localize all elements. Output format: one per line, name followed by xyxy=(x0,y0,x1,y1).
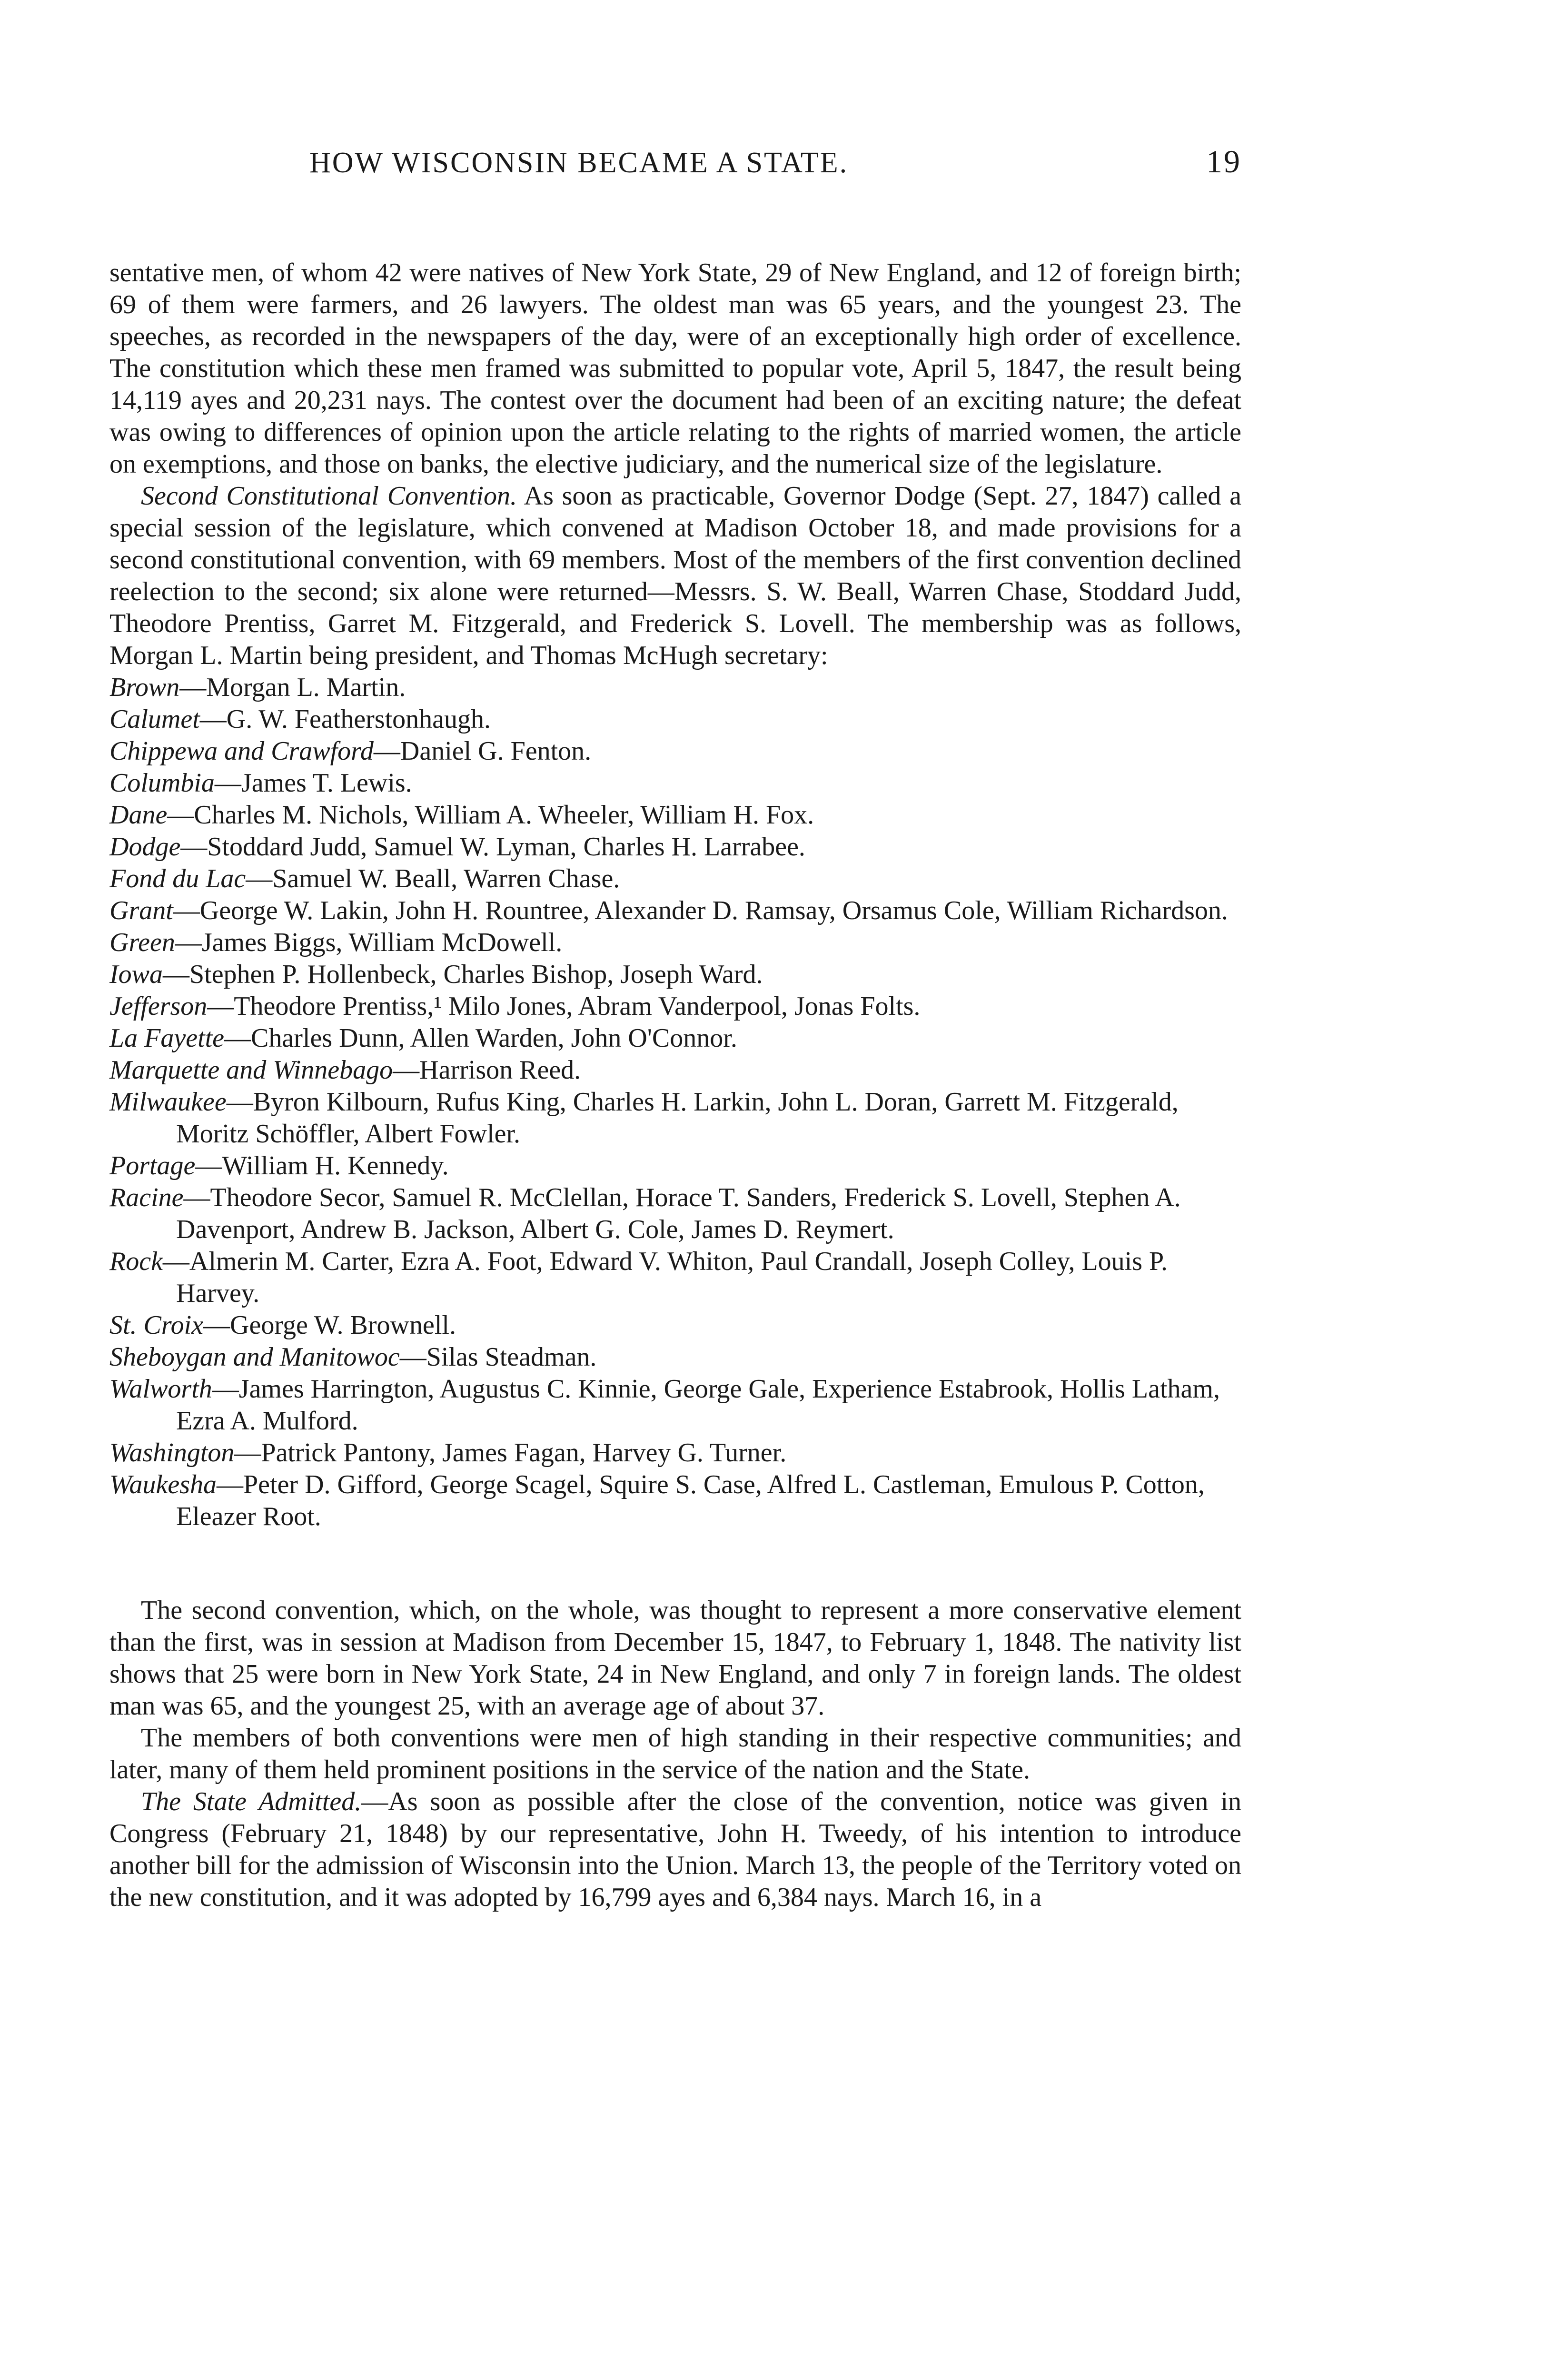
page-number: 19 xyxy=(1206,143,1241,179)
member-names: —Theodore Prentiss,¹ Milo Jones, Abram Vanderpool, Jonas Folts. xyxy=(207,992,921,1021)
paragraph-first-convention: sentative men, of whom 42 were natives of New York State, 29 of New England, and 12 of foreign birth; 69 of them were farmers, and 26 lawyers. The oldest man was 65 years, and the youngest 23. The speeches, as recorded in the newspapers of the day, were of an exceptionally high order of excellence. The constitution which these men framed was submitted to popular vote, April 5, 1847, the result being 14,119 ayes and 20,231 nays. The contest over the document had been of an exciting nature; the defeat was owing to differences of opinion upon the article relating to the rights of married women, the article on exemptions, and those on banks, the elective judiciary, and the numerical size of the legislature. xyxy=(109,258,1241,479)
list-item xyxy=(109,1246,1241,1309)
member-names: —William H. Kennedy. xyxy=(195,1151,449,1180)
list-item xyxy=(109,1437,1241,1469)
county-name: Calumet xyxy=(109,704,200,734)
list-item xyxy=(109,863,1241,895)
list-item xyxy=(109,704,1241,735)
county-name: Washington xyxy=(109,1438,235,1468)
paragraph-state-admitted xyxy=(109,1786,1241,1914)
county-name: Sheboygan and Manitowoc xyxy=(109,1342,400,1372)
list-item xyxy=(109,895,1241,927)
list-item xyxy=(109,1341,1241,1373)
county-name: Walworth xyxy=(109,1374,212,1404)
list-item xyxy=(109,672,1241,704)
member-names: —Stephen P. Hollenbeck, Charles Bishop, Joseph Ward. xyxy=(163,960,763,989)
list-item xyxy=(109,1086,1241,1150)
list-item xyxy=(109,959,1241,991)
list-item xyxy=(109,799,1241,831)
page-header xyxy=(109,143,1241,200)
county-name: Racine xyxy=(109,1183,184,1212)
member-names: —Morgan L. Martin. xyxy=(179,673,406,702)
list-item xyxy=(109,1150,1241,1182)
list-item xyxy=(109,1182,1241,1246)
county-name: Iowa xyxy=(109,960,163,989)
member-names: —Charles M. Nichols, William A. Wheeler, William H. Fox. xyxy=(167,800,814,830)
county-name: Waukesha xyxy=(109,1470,217,1499)
section-heading-state-admitted: The State Admitted. xyxy=(141,1787,362,1816)
county-name: Dodge xyxy=(109,832,181,862)
list-item xyxy=(109,1373,1241,1437)
paragraph-second-convention-summary: The second convention, which, on the whole, was thought to represent a more conservative element than the first, was in session at Madison from December 15, 1847, to February 1, 1848. The nativity list shows that 25 were born in New York State, 24 in New England, and only 7 in foreign lands. The oldest man was 65, and the youngest 25, with an average age of about 37. xyxy=(109,1596,1241,1721)
county-name: Marquette and Winnebago xyxy=(109,1055,393,1085)
members-list xyxy=(109,672,1241,1533)
paragraph-second-convention xyxy=(109,480,1241,672)
member-names: —George W. Brownell. xyxy=(203,1310,456,1340)
paragraph-members-standing: The members of both conventions were men of high standing in their respective communities; and later, many of them held prominent positions in the service of the nation and the State. xyxy=(109,1723,1241,1785)
county-name: St. Croix xyxy=(109,1310,204,1340)
county-name: Rock xyxy=(109,1247,163,1276)
county-name: Brown xyxy=(109,673,180,702)
county-name: Columbia xyxy=(109,768,215,798)
member-names: —Charles Dunn, Allen Warden, John O'Connor. xyxy=(224,1023,737,1053)
member-names: —Stoddard Judd, Samuel W. Lyman, Charles H. Larrabee. xyxy=(180,832,805,862)
member-names: —James T. Lewis. xyxy=(214,768,412,798)
list-item xyxy=(109,1309,1241,1341)
member-names: —George W. Lakin, John H. Rountree, Alexander D. Ramsay, Orsamus Cole, William Richardson. xyxy=(173,896,1228,925)
list-item xyxy=(109,991,1241,1022)
county-name: Dane xyxy=(109,800,168,830)
member-names: —Harrison Reed. xyxy=(393,1055,581,1085)
member-names: —Silas Steadman. xyxy=(399,1342,597,1372)
list-item xyxy=(109,1022,1241,1054)
paragraph-text: —As soon as possible after the close of the convention, notice was given in Congress (February 21, 1848) by our representative, John H. Tweedy, of his intention to introduce another bill for the admission of Wisconsin into the Union. March 13, the people of the Territory voted on the new constitution, and it was adopted by 16,799 ayes and 6,384 nays. March 16, in a xyxy=(109,1787,1241,1912)
running-title: HOW WISCONSIN BECAME A STATE. xyxy=(309,147,849,179)
county-name: Portage xyxy=(109,1151,196,1180)
member-names: —James Harrington, Augustus C. Kinnie, George Gale, Experience Estabrook, Hollis Latham, Ezra A. Mulford. xyxy=(176,1374,1220,1436)
member-names: —Samuel W. Beall, Warren Chase. xyxy=(246,864,620,893)
county-name: Jefferson xyxy=(109,992,208,1021)
county-name: La Fayette xyxy=(109,1023,225,1053)
paragraph-text: As soon as practicable, Governor Dodge (Sept. 27, 1847) called a special session of the legislature, which convened at Madison October 18, and made provisions for a second constitutional convention, with 69 members. Most of the members of the first convention declined reelection to the second; six alone were returned—Messrs. S. W. Beall, Warren Chase, Stoddard Judd, Theodore Prentiss, Garret M. Fitzgerald, and Frederick S. Lovell. The membership was as follows, Morgan L. Martin being president, and Thomas McHugh secretary: xyxy=(109,481,1241,670)
county-name: Milwaukee xyxy=(109,1087,227,1117)
member-names: —Byron Kilbourn, Rufus King, Charles H. Larkin, John L. Doran, Garrett M. Fitzgerald, Moritz Schöffler, Albert Fowler. xyxy=(176,1087,1179,1149)
county-name: Green xyxy=(109,928,175,957)
member-names: —Patrick Pantony, James Fagan, Harvey G. Turner. xyxy=(234,1438,787,1468)
member-names: —James Biggs, William McDowell. xyxy=(175,928,563,957)
list-item xyxy=(109,927,1241,959)
list-item xyxy=(109,735,1241,767)
list-item xyxy=(109,767,1241,799)
member-names: —Daniel G. Fenton. xyxy=(373,736,592,766)
county-name: Chippewa and Crawford xyxy=(109,736,374,766)
county-name: Grant xyxy=(109,896,173,925)
member-names: —Almerin M. Carter, Ezra A. Foot, Edward V. Whiton, Paul Crandall, Joseph Colley, Louis P. Harvey. xyxy=(162,1247,1168,1308)
list-item xyxy=(109,1469,1241,1533)
member-names: —Peter D. Gifford, George Scagel, Squire S. Case, Alfred L. Castleman, Emulous P. Cotton, Eleazer Root. xyxy=(176,1470,1205,1531)
county-name: Fond du Lac xyxy=(109,864,246,893)
list-item xyxy=(109,1054,1241,1086)
member-names: —Theodore Secor, Samuel R. McClellan, Horace T. Sanders, Frederick S. Lovell, Stephen A. Davenport, Andrew B. Jackson, Albert G. Cole, James D. Reymert. xyxy=(176,1183,1181,1244)
member-names: —G. W. Featherstonhaugh. xyxy=(199,704,491,734)
list-item xyxy=(109,831,1241,863)
section-heading-second-convention: Second Constitutional Convention. xyxy=(141,481,517,511)
